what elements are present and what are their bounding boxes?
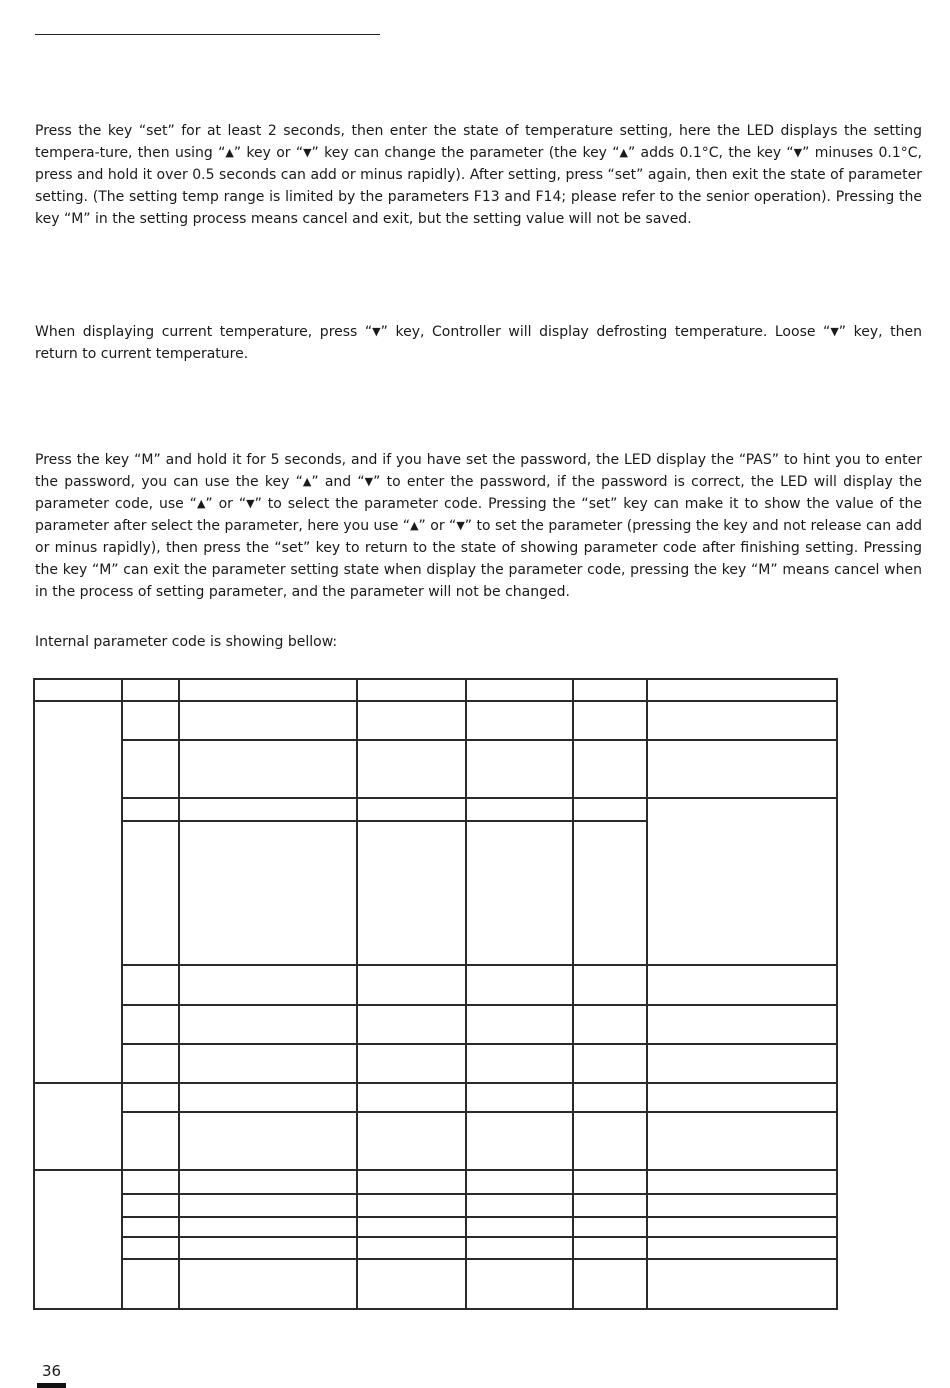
table-row bbox=[34, 1170, 837, 1194]
table-header-row bbox=[34, 679, 837, 701]
table-cell bbox=[357, 679, 466, 701]
table-cell bbox=[357, 1217, 466, 1237]
table-cell bbox=[466, 679, 573, 701]
table-row bbox=[34, 965, 837, 1005]
table-cell bbox=[122, 1194, 179, 1217]
table-cell bbox=[573, 1237, 647, 1259]
table-cell bbox=[357, 1112, 466, 1170]
table-cell bbox=[357, 798, 466, 821]
table-cell bbox=[647, 1259, 837, 1309]
table-cell bbox=[573, 821, 647, 965]
table-cell bbox=[647, 679, 837, 701]
parameter-table-intro: Internal parameter code is showing bellow: bbox=[35, 634, 338, 650]
header-rule bbox=[35, 34, 380, 35]
table-cell bbox=[573, 679, 647, 701]
table-row bbox=[34, 1217, 837, 1237]
table-cell bbox=[573, 965, 647, 1005]
table-cell bbox=[179, 679, 357, 701]
table-cell bbox=[179, 1083, 357, 1112]
table-row bbox=[34, 798, 837, 821]
table-cell bbox=[466, 1237, 573, 1259]
table-cell bbox=[573, 1259, 647, 1309]
table-cell bbox=[573, 740, 647, 798]
table-cell bbox=[357, 1083, 466, 1112]
page-number-bar bbox=[37, 1383, 66, 1388]
table-cell bbox=[122, 1044, 179, 1083]
table-cell bbox=[647, 965, 837, 1005]
table-cell bbox=[179, 1194, 357, 1217]
table-cell bbox=[122, 740, 179, 798]
table-cell bbox=[647, 701, 837, 740]
table-cell bbox=[573, 1044, 647, 1083]
table-cell bbox=[647, 1005, 837, 1044]
table-cell bbox=[647, 1194, 837, 1217]
table-cell bbox=[122, 1112, 179, 1170]
down-arrow-icon: ▼ bbox=[303, 146, 312, 159]
table-cell bbox=[179, 1112, 357, 1170]
table-cell bbox=[179, 740, 357, 798]
table-cell bbox=[122, 1217, 179, 1237]
merged-note-cell bbox=[647, 798, 837, 965]
down-arrow-icon: ▼ bbox=[246, 497, 255, 510]
table-cell bbox=[179, 965, 357, 1005]
down-arrow-icon: ▼ bbox=[830, 325, 839, 338]
parameter-setting-paragraph: Press the key “M” and hold it for 5 seconds, and if you have set the password, the LED display the “PAS” to hint you to enter the password, you can use the key “▲” and “▼” to enter the password, if the password is correct, the LED will display the parameter code, use “▲” or “▼” to select the parameter code. Pressing the “set” key can make it to show the value of the parameter after select the parameter, here you use “▲” or “▼” to set the parameter (pressing the key and not release can add or minus rapidly), then press the “set” key to return to the state of showing parameter code after finishing setting. Pressing the key “M” can exit the parameter setting state when display the parameter code, pressing the key “M” means cancel when in the process of setting parameter, and the parameter will not be changed. bbox=[35, 452, 923, 600]
table-cell bbox=[357, 1044, 466, 1083]
table-cell bbox=[573, 1112, 647, 1170]
table-cell bbox=[357, 1194, 466, 1217]
table-cell bbox=[357, 965, 466, 1005]
table-cell bbox=[573, 798, 647, 821]
table-cell bbox=[573, 1083, 647, 1112]
table-cell bbox=[466, 1259, 573, 1309]
table-row bbox=[34, 701, 837, 740]
table-cell bbox=[466, 740, 573, 798]
table-cell bbox=[647, 1237, 837, 1259]
table-cell bbox=[573, 701, 647, 740]
table-cell bbox=[647, 1112, 837, 1170]
table-cell bbox=[357, 701, 466, 740]
table-cell bbox=[573, 1194, 647, 1217]
table-cell bbox=[357, 1259, 466, 1309]
group-cell bbox=[34, 701, 122, 1083]
table-cell bbox=[573, 1005, 647, 1044]
defrost-temperature-paragraph: When displaying current temperature, press “▼” key, Controller will display defrosting temperature. Loose “▼” key, then return to current temperature. bbox=[35, 321, 922, 365]
table-cell bbox=[122, 965, 179, 1005]
table-cell bbox=[357, 821, 466, 965]
table-cell bbox=[466, 1170, 573, 1194]
down-arrow-icon: ▼ bbox=[793, 146, 803, 159]
group-cell bbox=[34, 1083, 122, 1170]
table-cell bbox=[179, 701, 357, 740]
table-cell bbox=[122, 1083, 179, 1112]
table-cell bbox=[179, 1217, 357, 1237]
table-cell bbox=[179, 1237, 357, 1259]
table-cell bbox=[647, 1217, 837, 1237]
table-cell bbox=[122, 1170, 179, 1194]
table-cell bbox=[122, 701, 179, 740]
table-cell bbox=[357, 740, 466, 798]
temperature-setting-paragraph: Press the key “set” for at least 2 seconds, then enter the state of temperature setting, here the LED displays the setting tempera-ture, then using “▲” key or “▼” key can change the parameter (the key “▲” adds 0.1°C, the key “▼” minuses 0.1°C, press and hold it over 0.5 seconds can add or minus rapidly). After setting, press “set” again, then exit the state of parameter setting. (The setting temp range is limited by the parameters F13 and F14; please refer to the senior operation). Pressing the key “M” in the setting process means cancel and exit, but the setting value will not be saved. bbox=[35, 123, 922, 227]
table-cell bbox=[647, 1170, 837, 1194]
table-cell bbox=[179, 1005, 357, 1044]
table-row bbox=[34, 1237, 837, 1259]
table-cell bbox=[179, 798, 357, 821]
table-cell bbox=[122, 679, 179, 701]
page-number: 36 bbox=[42, 1362, 62, 1380]
table-cell bbox=[647, 1044, 837, 1083]
table-cell bbox=[466, 701, 573, 740]
table-cell bbox=[466, 1217, 573, 1237]
table-cell bbox=[647, 1083, 837, 1112]
table-cell bbox=[466, 1112, 573, 1170]
down-arrow-icon: ▼ bbox=[364, 475, 374, 488]
table-cell bbox=[357, 1005, 466, 1044]
table-row bbox=[34, 1044, 837, 1083]
table-cell bbox=[466, 965, 573, 1005]
table-cell bbox=[466, 1083, 573, 1112]
table-cell bbox=[179, 821, 357, 965]
table-row bbox=[34, 1259, 837, 1309]
table-cell bbox=[179, 1044, 357, 1083]
down-arrow-icon: ▼ bbox=[372, 325, 381, 338]
table-cell bbox=[122, 821, 179, 965]
table-cell bbox=[466, 1194, 573, 1217]
table-row bbox=[34, 1005, 837, 1044]
table-row bbox=[34, 1194, 837, 1217]
up-arrow-icon: ▲ bbox=[196, 497, 206, 510]
table-cell bbox=[573, 1217, 647, 1237]
table-cell bbox=[122, 798, 179, 821]
table-row bbox=[34, 1112, 837, 1170]
table-cell bbox=[466, 1005, 573, 1044]
up-arrow-icon: ▲ bbox=[619, 146, 628, 159]
table-cell bbox=[466, 1044, 573, 1083]
table-cell bbox=[466, 821, 573, 965]
group-cell bbox=[34, 1170, 122, 1309]
table-row bbox=[34, 1083, 837, 1112]
table-cell bbox=[466, 798, 573, 821]
table-cell bbox=[573, 1170, 647, 1194]
table-cell bbox=[122, 1259, 179, 1309]
parameter-code-table bbox=[33, 678, 838, 1310]
up-arrow-icon: ▲ bbox=[410, 519, 419, 532]
table-cell bbox=[179, 1170, 357, 1194]
table-cell bbox=[357, 1170, 466, 1194]
table-cell bbox=[357, 1237, 466, 1259]
down-arrow-icon: ▼ bbox=[456, 519, 465, 532]
table-cell bbox=[34, 679, 122, 701]
table-cell bbox=[179, 1259, 357, 1309]
up-arrow-icon: ▲ bbox=[302, 475, 312, 488]
table-row bbox=[34, 740, 837, 798]
table-cell bbox=[122, 1237, 179, 1259]
table-cell bbox=[122, 1005, 179, 1044]
up-arrow-icon: ▲ bbox=[225, 146, 234, 159]
table-cell bbox=[647, 740, 837, 798]
